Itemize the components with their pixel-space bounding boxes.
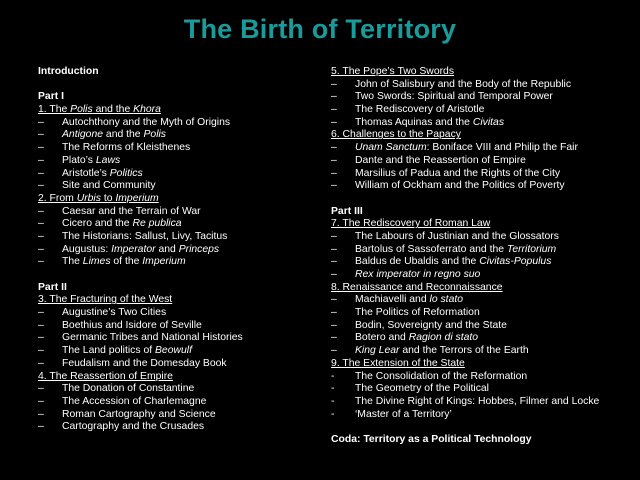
item-dash: – [38, 243, 44, 255]
text: Caesar and the Terrain of War [62, 205, 201, 217]
text: Site and Community [62, 180, 156, 192]
italic-text: Polis [143, 129, 167, 141]
item-dash: – [38, 167, 44, 179]
item-dash: – [38, 180, 44, 192]
section-item [38, 421, 310, 434]
item-dash: - [331, 383, 335, 395]
chapter-title [38, 193, 159, 204]
chapter-title [331, 129, 461, 140]
item-dash: – [38, 395, 44, 407]
section-item [38, 218, 310, 231]
chapter-heading [38, 193, 310, 206]
chapter-heading [331, 218, 631, 231]
text: The Land politics of [62, 345, 155, 357]
section-item [38, 244, 310, 257]
chapter-heading [38, 371, 310, 384]
item-dash: – [38, 256, 44, 268]
item-dash: – [331, 180, 337, 192]
text: Part II [38, 281, 67, 293]
spacer [38, 79, 310, 92]
text: to [100, 192, 116, 204]
text: Marsilius of Padua and the Rights of the City [355, 167, 561, 179]
section-item [331, 371, 631, 384]
item-dash: – [331, 256, 337, 268]
item-dash: – [331, 332, 337, 344]
section-item [331, 294, 631, 307]
chapter-title [331, 218, 490, 229]
text: Augustus: [62, 243, 112, 255]
italic-text: Ragion di stato [408, 332, 479, 344]
text: and [155, 243, 179, 255]
text: 9. The Extension of the State [331, 357, 465, 369]
text: Cicero and the [62, 218, 133, 230]
item-dash: – [38, 129, 44, 141]
section-item [331, 104, 631, 117]
item-dash: – [331, 142, 337, 154]
item-dash: – [331, 154, 337, 166]
text: Roman Cartography and Science [62, 408, 216, 420]
section-item [331, 79, 631, 92]
item-dash: – [38, 218, 44, 230]
item-dash: – [331, 269, 337, 280]
chapter-title [38, 371, 173, 382]
item-dash: – [38, 408, 44, 420]
part-heading [331, 434, 631, 447]
item-dash: – [38, 357, 44, 369]
section-item [331, 396, 631, 409]
section-item [331, 117, 631, 130]
text: and the Terrors of the Earth [399, 345, 529, 357]
item-dash: – [331, 294, 337, 306]
section-item [38, 231, 310, 244]
text: 6. Challenges to the Papacy [331, 129, 461, 141]
part-heading [38, 91, 310, 104]
section-item [331, 332, 631, 345]
text: 4. The Reassertion of Empire [38, 370, 173, 382]
section-item [331, 180, 631, 193]
chapter-heading [38, 294, 310, 307]
section-item [331, 383, 631, 396]
text: The Accession of Charlemagne [62, 395, 207, 407]
text: of the [110, 256, 143, 268]
chapter-heading [331, 66, 631, 79]
item-dash: – [38, 383, 44, 395]
item-dash: – [38, 154, 44, 166]
chapter-title [38, 104, 161, 115]
text: The Donation of Constantine [62, 383, 195, 395]
text: Botero and [355, 332, 409, 344]
italic-text: Polis [70, 104, 93, 116]
item-dash: – [331, 307, 337, 319]
item-dash: – [38, 345, 44, 357]
section-item [331, 168, 631, 181]
text: The Historians: Sallust, Livy, Tacitus [62, 230, 228, 242]
item-dash: - [331, 408, 335, 420]
italic-text: Laws [95, 154, 121, 166]
section-item [38, 168, 310, 181]
text: Two Swords: Spiritual and Temporal Power [355, 91, 553, 103]
text: The [62, 256, 83, 268]
chapter-heading [331, 282, 631, 295]
item-dash: – [38, 319, 44, 331]
italic-text: Unam Sanctum [355, 142, 427, 154]
text: Autochthony and the Myth of Origins [62, 116, 231, 128]
text: 3. The Fracturing of the West [38, 294, 173, 306]
section-item [38, 345, 310, 358]
item-dash: – [38, 230, 44, 242]
text: Bodin, Sovereignty and the State [355, 319, 507, 331]
text: Machiavelli and [355, 294, 430, 306]
italic-text: Princeps [178, 243, 220, 255]
item-dash: – [331, 116, 337, 128]
chapter-heading [38, 104, 310, 117]
section-item [331, 307, 631, 320]
section-item [38, 332, 310, 345]
text: 8. Renaissance and Reconnaissance [331, 281, 503, 293]
text: John of Salisbury and the Body of the Republic [355, 78, 572, 90]
text: Part III [331, 205, 363, 217]
item-dash: – [331, 78, 337, 90]
section-item [38, 206, 310, 219]
text: The Rediscovery of Aristotle [355, 104, 485, 116]
section-item [38, 307, 310, 320]
section-item [38, 396, 310, 409]
text: Feudalism and the Domesday Book [62, 357, 227, 369]
slide-title: The Birth of Territory [183, 14, 457, 44]
item-dash: – [331, 345, 337, 357]
item-dash: – [38, 116, 44, 128]
italic-text: Limes [82, 256, 111, 268]
italic-text: Imperium [115, 192, 159, 204]
section-item [38, 320, 310, 333]
chapter-title [331, 358, 465, 369]
item-dash: - [331, 395, 335, 407]
item-dash: – [38, 332, 44, 344]
part-heading [38, 66, 310, 79]
spacer [38, 269, 310, 282]
text: Boethius and Isidore of Seville [62, 319, 202, 331]
text: Bartolus of Sassoferrato and the [355, 243, 507, 255]
text: Aristotle’s [62, 167, 110, 179]
text: The Consolidation of the Reformation [355, 370, 528, 382]
text: Coda: Territory as a Political Technology [331, 433, 532, 445]
item-dash: – [38, 421, 44, 433]
italic-text: Territorium [506, 243, 557, 255]
item-dash: – [38, 307, 44, 319]
item-dash: – [331, 91, 337, 103]
italic-text: King Lear [355, 345, 400, 357]
contents-left-column [38, 66, 310, 434]
text: and the [103, 129, 144, 141]
text: The Labours of Justinian and the Glossators [355, 230, 559, 242]
text: Cartography and the Crusades [62, 421, 205, 433]
text: Thomas Aquinas and the [355, 116, 473, 128]
text: The Politics of Reformation [355, 307, 480, 319]
section-item [38, 256, 310, 269]
item-dash: – [38, 205, 44, 217]
section-item [38, 358, 310, 371]
text: The Geometry of the Political [355, 383, 489, 395]
section-item [331, 256, 631, 269]
item-dash: – [331, 243, 337, 255]
section-item [331, 142, 631, 155]
section-item [331, 91, 631, 104]
italic-text: Urbis [76, 192, 101, 204]
italic-text: lo stato [429, 294, 464, 306]
item-dash: – [331, 167, 337, 179]
part-heading [38, 282, 310, 295]
item-dash: – [38, 142, 44, 154]
text: : Boniface VIII and Philip the Fair [426, 142, 578, 154]
section-item [331, 231, 631, 244]
section-item [38, 155, 310, 168]
text: ‘Master of a Territory’ [355, 408, 452, 420]
text: The Divine Right of Kings: Hobbes, Filmer and Locke [355, 395, 600, 407]
section-item [38, 142, 310, 155]
chapter-heading [331, 358, 631, 371]
text: Part I [38, 91, 64, 103]
item-dash: – [331, 319, 337, 331]
spacer [331, 193, 631, 206]
section-item [331, 345, 631, 358]
italic-text: Rex imperator in regno suo [355, 269, 481, 280]
text: Augustine’s Two Cities [62, 307, 167, 319]
text: Baldus de Ubaldis and the [355, 256, 480, 268]
text: 5. The Pope’s Two Swords [331, 66, 455, 77]
chapter-title [38, 294, 172, 305]
section-item [331, 155, 631, 168]
text: Plato’s [62, 154, 96, 166]
item-dash: - [331, 370, 335, 382]
contents-right-column [331, 66, 631, 447]
italic-text: Khora [133, 104, 161, 116]
text: 1. The [38, 104, 71, 116]
item-dash: – [331, 230, 337, 242]
italic-text: Beowulf [155, 345, 192, 357]
text: The Reforms of Kleisthenes [62, 142, 191, 154]
section-item [331, 409, 631, 422]
section-item [331, 269, 631, 282]
item-dash: – [331, 104, 337, 116]
italic-text: Civitas [472, 116, 505, 128]
section-item [38, 383, 310, 396]
italic-text: Politics [109, 167, 143, 179]
part-heading [331, 206, 631, 219]
italic-text: Imperium [142, 256, 186, 268]
section-item [38, 180, 310, 193]
text: Dante and the Reassertion of Empire [355, 154, 526, 166]
text: 7. The Rediscovery of Roman Law [331, 218, 491, 230]
section-item [38, 409, 310, 422]
text: and the [92, 104, 134, 116]
chapter-title [331, 282, 503, 293]
section-item [38, 117, 310, 130]
spacer [331, 421, 631, 434]
italic-text: Civitas-Populus [479, 256, 552, 268]
text: Introduction [38, 66, 99, 77]
text: William of Ockham and the Politics of Poverty [355, 180, 565, 192]
chapter-heading [331, 129, 631, 142]
text: Germanic Tribes and National Histories [62, 332, 243, 344]
chapter-title [331, 66, 454, 77]
italic-text: Re publica [132, 218, 182, 230]
section-item [331, 244, 631, 257]
text: 2. From [38, 192, 77, 204]
section-item [38, 129, 310, 142]
section-item [331, 320, 631, 333]
italic-text: Antigone [62, 129, 104, 141]
italic-text: Imperator [111, 243, 156, 255]
